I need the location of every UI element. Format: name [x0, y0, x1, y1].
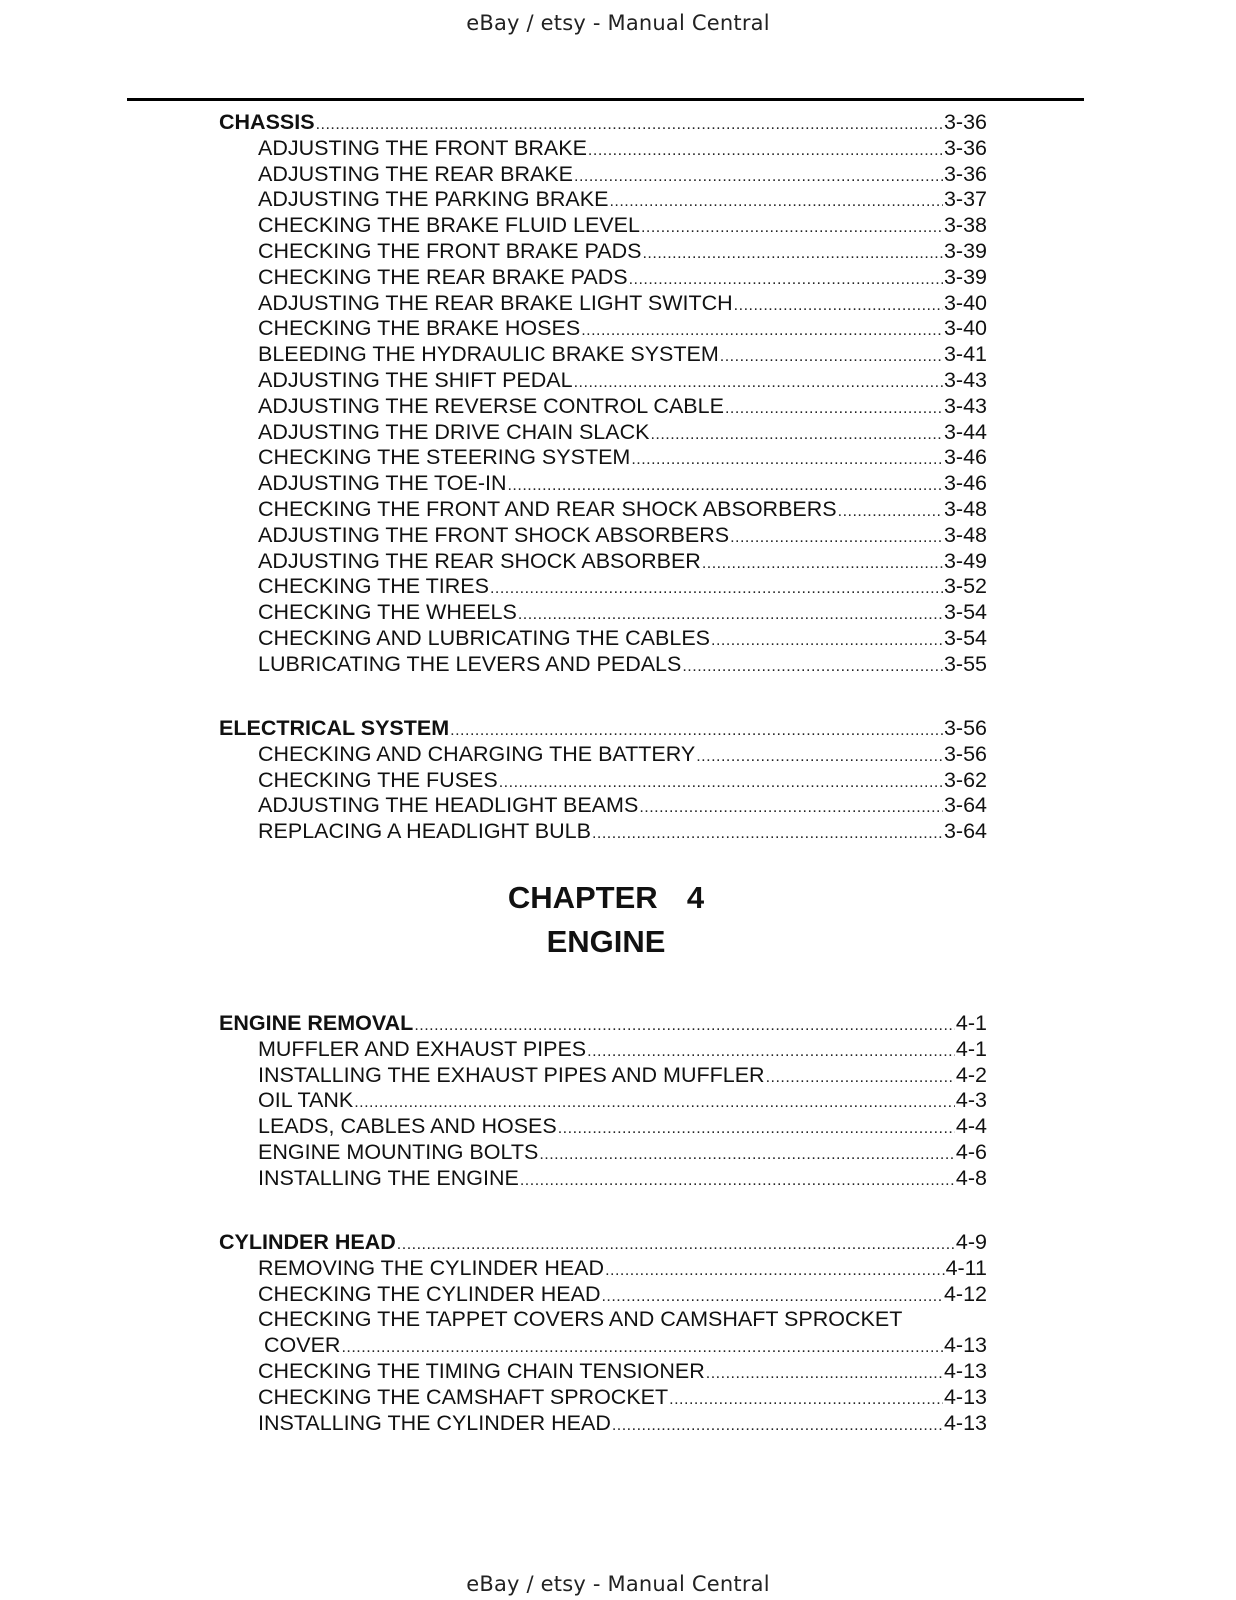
toc-entry[interactable] [219, 213, 987, 239]
toc-page-number: 4-13 [943, 1384, 987, 1409]
toc-entry[interactable] [219, 1282, 987, 1308]
dot-leader [642, 241, 942, 267]
toc-label: MUFFLER AND EXHAUST PIPES [258, 1036, 587, 1061]
toc-label: CHECKING THE BRAKE HOSES [258, 316, 581, 341]
dot-leader [641, 215, 943, 241]
toc-page-number: 3-37 [943, 187, 987, 212]
toc-page-number: 4-12 [943, 1281, 987, 1306]
toc-entry[interactable] [219, 742, 987, 768]
toc-section-heading[interactable] [219, 716, 987, 742]
toc-label: CHASSIS [219, 110, 315, 134]
toc-page-number: 3-36 [943, 135, 987, 160]
dot-leader [631, 447, 943, 473]
toc-label: ADJUSTING THE DRIVE CHAIN SLACK [258, 419, 650, 444]
toc-entry[interactable] [219, 1166, 987, 1192]
dot-leader [650, 422, 943, 448]
toc-entry[interactable] [219, 626, 987, 652]
toc-page-number: 3-40 [943, 316, 987, 341]
toc-entry[interactable] [219, 793, 987, 819]
toc-entry[interactable] [219, 239, 987, 265]
dot-leader [574, 370, 943, 396]
dot-leader [629, 267, 943, 293]
chapter-title: ENGINE [546, 924, 666, 959]
dot-leader [720, 344, 943, 370]
dot-leader [581, 318, 943, 344]
toc-entry[interactable] [219, 316, 987, 342]
toc-page-number: 3-43 [943, 393, 987, 418]
toc-label: INSTALLING THE ENGINE [258, 1165, 519, 1190]
toc-entry[interactable] [219, 1385, 987, 1411]
dot-leader [682, 654, 943, 680]
toc-label: CHECKING THE FRONT BRAKE PADS [258, 238, 642, 263]
toc-page-number: 3-48 [943, 496, 987, 521]
toc-entry[interactable] [219, 420, 987, 446]
dot-leader [696, 744, 943, 770]
header-watermark: eBay / etsy - Manual Central [466, 11, 770, 35]
toc-label: CHECKING THE TAPPET COVERS AND CAMSHAFT SPROCKET [258, 1307, 903, 1332]
toc-label: ADJUSTING THE REVERSE CONTROL CABLE [258, 393, 724, 418]
dot-leader [734, 293, 943, 319]
toc-page-number: 4-9 [955, 1230, 987, 1254]
toc-page-number: 4-4 [955, 1114, 987, 1139]
toc-section-engine-removal [219, 1011, 987, 1192]
dot-leader [588, 138, 943, 164]
toc-label: CYLINDER HEAD [219, 1230, 396, 1254]
toc-entry[interactable] [219, 652, 987, 678]
toc-entry[interactable] [219, 368, 987, 394]
toc-entry[interactable] [219, 1088, 987, 1114]
toc-page-number: 3-56 [943, 716, 987, 740]
toc-entry[interactable] [219, 471, 987, 497]
toc-page-number: 3-56 [943, 741, 987, 766]
toc-section-electrical-system [219, 716, 987, 845]
toc-entry[interactable] [219, 1359, 987, 1385]
toc-page-number: 3-38 [943, 213, 987, 238]
toc-entry[interactable] [219, 1037, 987, 1063]
toc-label: ADJUSTING THE TOE-IN [258, 471, 507, 496]
toc-page-number: 3-64 [943, 819, 987, 844]
toc-entry[interactable] [219, 187, 987, 213]
toc-label: COVER [264, 1333, 341, 1358]
toc-page-number: 3-54 [943, 625, 987, 650]
dot-leader [341, 1335, 942, 1361]
toc-label: CHECKING THE WHEELS [258, 600, 517, 625]
dot-leader [587, 1039, 955, 1065]
toc-page-number: 3-48 [943, 522, 987, 547]
toc-label: CHECKING AND LUBRICATING THE CABLES [258, 625, 710, 650]
toc-label: ADJUSTING THE REAR BRAKE [258, 161, 573, 186]
toc-entry[interactable] [219, 1114, 987, 1140]
toc-page-number: 3-46 [943, 445, 987, 470]
dot-leader [706, 1361, 943, 1387]
toc-entry[interactable] [219, 162, 987, 188]
toc-section-heading[interactable] [219, 1011, 987, 1037]
toc-section-heading[interactable] [219, 110, 987, 136]
toc-section-cylinder-head [219, 1230, 987, 1436]
toc-label: CHECKING AND CHARGING THE BATTERY [258, 741, 696, 766]
toc-entry[interactable] [219, 768, 987, 794]
dot-leader [518, 602, 943, 628]
dot-leader [574, 164, 943, 190]
toc-entry[interactable] [219, 265, 987, 291]
toc-section-chassis [219, 110, 987, 678]
toc-label: CHECKING THE STEERING SYSTEM [258, 445, 631, 470]
toc-label: CHECKING THE CAMSHAFT SPROCKET [258, 1384, 669, 1409]
toc-entry[interactable] [219, 291, 987, 317]
toc-page-number: 4-13 [943, 1410, 987, 1435]
toc-entry[interactable] [219, 549, 987, 575]
toc-label: ADJUSTING THE SHIFT PEDAL [258, 367, 573, 392]
dot-leader [539, 1142, 955, 1168]
toc-page-number: 3-41 [943, 342, 987, 367]
toc-label: REMOVING THE CYLINDER HEAD [258, 1255, 605, 1280]
dot-leader [605, 1258, 945, 1284]
dot-leader [639, 795, 943, 821]
toc-page-number: 4-13 [943, 1333, 987, 1358]
dot-leader [397, 1232, 955, 1258]
toc-label: CHECKING THE REAR BRAKE PADS [258, 264, 628, 289]
toc-page-number: 3-44 [943, 419, 987, 444]
toc-entry[interactable] [219, 1063, 987, 1089]
dot-leader [414, 1013, 955, 1039]
toc-label: ADJUSTING THE PARKING BRAKE [258, 187, 609, 212]
toc-label: LEADS, CABLES AND HOSES [258, 1114, 557, 1139]
toc-entry[interactable] [219, 819, 987, 845]
toc-page-number: 3-36 [943, 161, 987, 186]
dot-leader [612, 1413, 943, 1439]
toc-page-number: 3-36 [943, 110, 987, 134]
toc-label: CHECKING THE FRONT AND REAR SHOCK ABSORBERS [258, 496, 837, 521]
toc-label: ADJUSTING THE FRONT SHOCK ABSORBERS [258, 522, 730, 547]
toc-page-number: 4-1 [955, 1036, 987, 1061]
toc-label: CHECKING THE FUSES [258, 767, 498, 792]
dot-leader [702, 551, 943, 577]
dot-leader [520, 1168, 955, 1194]
toc-label: ADJUSTING THE FRONT BRAKE [258, 135, 587, 160]
toc-label: ENGINE REMOVAL [219, 1011, 414, 1035]
toc-entry[interactable] [219, 394, 987, 420]
dot-leader [316, 112, 943, 138]
toc-label: CHECKING THE TIRES [258, 574, 489, 599]
toc-label: CHECKING THE TIMING CHAIN TENSIONER [258, 1358, 705, 1383]
toc-entry[interactable] [219, 445, 987, 471]
toc-label: REPLACING A HEADLIGHT BULB [258, 819, 591, 844]
toc-page-number: 4-3 [955, 1088, 987, 1113]
dot-leader [609, 189, 943, 215]
dot-leader [601, 1284, 942, 1310]
toc-page-number: 4-2 [955, 1062, 987, 1087]
toc-page-number: 3-52 [943, 574, 987, 599]
toc-entry-wrapped[interactable] [219, 1307, 987, 1333]
toc-page-number: 3-54 [943, 600, 987, 625]
toc-page-number: 4-1 [955, 1011, 987, 1035]
toc-page-number: 4-6 [955, 1139, 987, 1164]
toc-entry[interactable] [219, 1256, 987, 1282]
dot-leader [730, 525, 943, 551]
dot-leader [499, 770, 943, 796]
toc-page-number: 3-46 [943, 471, 987, 496]
toc-label: ADJUSTING THE REAR SHOCK ABSORBER [258, 548, 701, 573]
dot-leader [766, 1065, 955, 1091]
toc-page-number: 3-62 [943, 767, 987, 792]
dot-leader [592, 821, 943, 847]
toc-page-number: 3-43 [943, 367, 987, 392]
toc-page-number: 4-13 [943, 1358, 987, 1383]
toc-page-number: 3-64 [943, 793, 987, 818]
dot-leader [711, 628, 943, 654]
toc-label: CHECKING THE CYLINDER HEAD [258, 1281, 601, 1306]
toc-label: LUBRICATING THE LEVERS AND PEDALS [258, 651, 682, 676]
toc-label: ADJUSTING THE REAR BRAKE LIGHT SWITCH [258, 290, 733, 315]
toc-entry[interactable] [219, 523, 987, 549]
dot-leader [725, 396, 943, 422]
dot-leader [669, 1387, 943, 1413]
dot-leader [838, 499, 943, 525]
toc-entry-continuation[interactable] [219, 1333, 987, 1359]
dot-leader [450, 718, 943, 744]
chapter-number-heading: CHAPTER 4 [507, 880, 705, 915]
toc-entry[interactable] [219, 342, 987, 368]
toc-page-number: 3-39 [943, 264, 987, 289]
toc-label: BLEEDING THE HYDRAULIC BRAKE SYSTEM [258, 342, 719, 367]
toc-label: ENGINE MOUNTING BOLTS [258, 1139, 539, 1164]
footer-watermark: eBay / etsy - Manual Central [466, 1572, 770, 1596]
toc-entry[interactable] [219, 1140, 987, 1166]
toc-label: INSTALLING THE CYLINDER HEAD [258, 1410, 611, 1435]
toc-page-number: 3-39 [943, 238, 987, 263]
dot-leader [354, 1090, 955, 1116]
toc-label: ADJUSTING THE HEADLIGHT BEAMS [258, 793, 639, 818]
toc-entry[interactable] [219, 574, 987, 600]
toc-entry[interactable] [219, 497, 987, 523]
toc-page-number: 4-8 [955, 1165, 987, 1190]
toc-entry[interactable] [219, 1411, 987, 1437]
dot-leader [490, 576, 943, 602]
toc-page-number: 4-11 [945, 1255, 987, 1280]
toc-label: OIL TANK [258, 1088, 354, 1113]
toc-page-number: 3-40 [943, 290, 987, 315]
toc-page-number: 3-55 [943, 651, 987, 676]
toc-page-number: 3-49 [943, 548, 987, 573]
header-rule [127, 98, 1084, 101]
toc-section-heading[interactable] [219, 1230, 987, 1256]
toc-label: ELECTRICAL SYSTEM [219, 716, 450, 740]
toc-entry[interactable] [219, 136, 987, 162]
toc-entry[interactable] [219, 600, 987, 626]
toc-label: INSTALLING THE EXHAUST PIPES AND MUFFLER [258, 1062, 765, 1087]
dot-leader [507, 473, 942, 499]
dot-leader [558, 1116, 955, 1142]
toc-label: CHECKING THE BRAKE FLUID LEVEL [258, 213, 640, 238]
